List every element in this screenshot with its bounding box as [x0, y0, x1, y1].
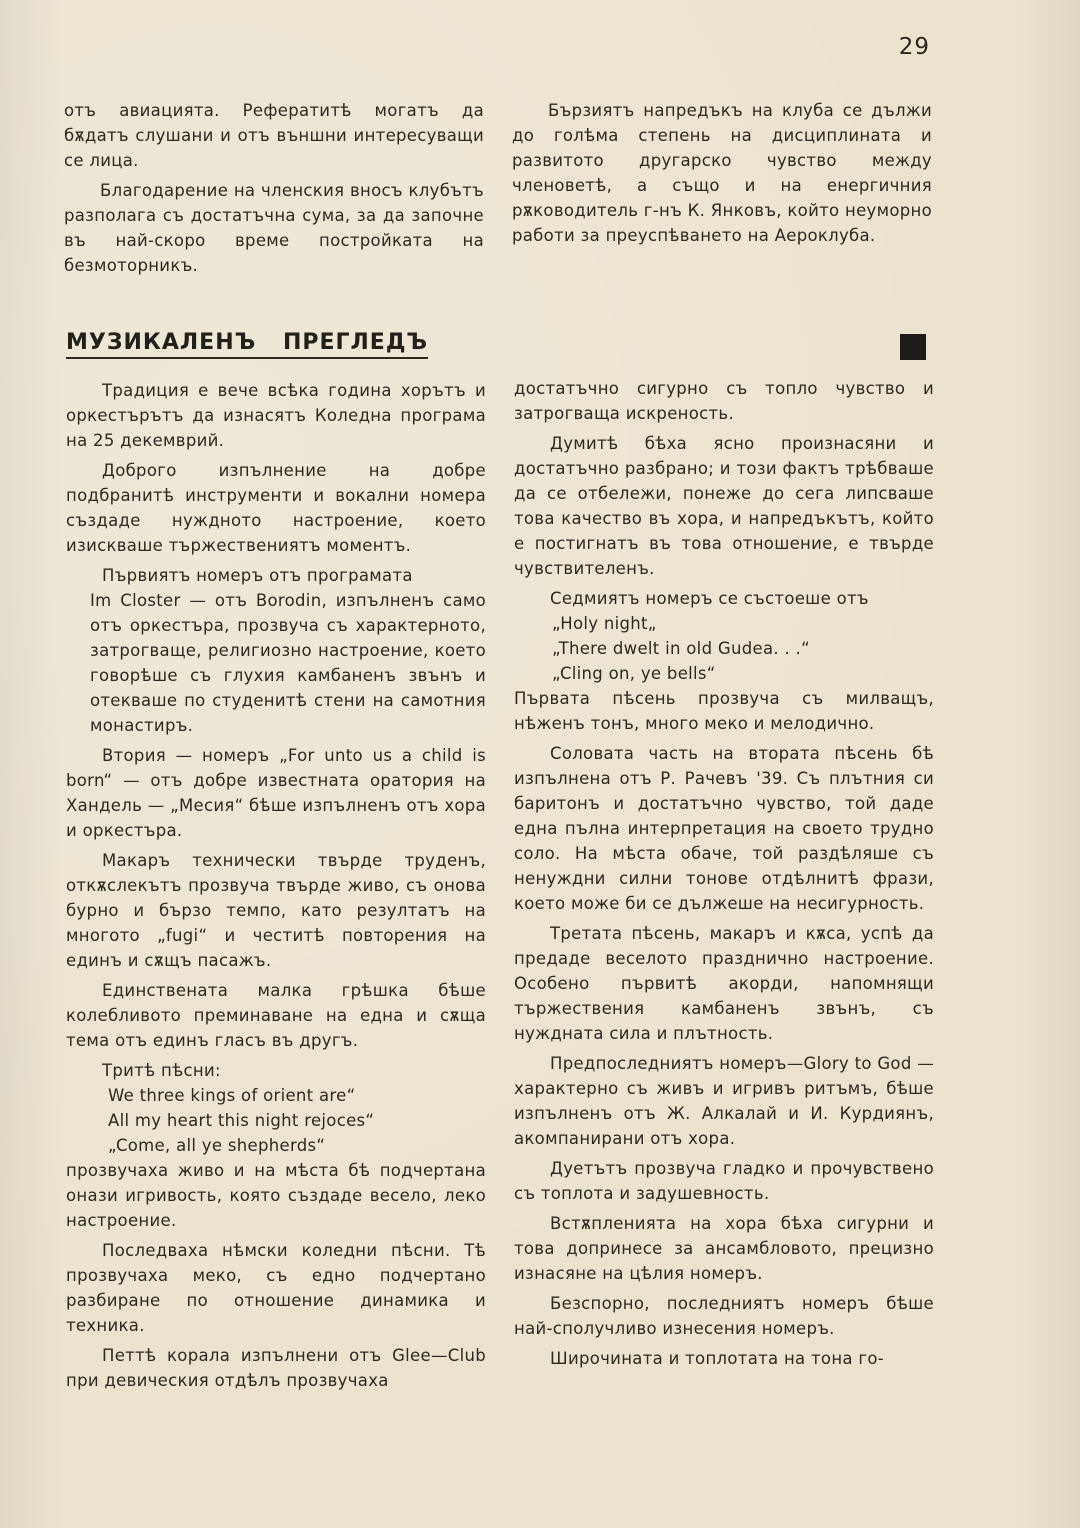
paragraph: Доброго изпълнение на добре подбранитѣ инструменти и вокални номера създаде нуждното настроение, което изискваше тържествениятъ моментъ. [66, 461, 486, 555]
paragraph: Петтѣ корала изпълнени отъ Glee—Club при девическия отдѣлъ прозвучаха [66, 1346, 486, 1390]
top-left-column [64, 98, 484, 283]
paragraph: Първиятъ номеръ отъ програмата [102, 566, 413, 585]
paragraph: Единствената малка грѣшка бѣше колебливото преминаване на една и сѫща тема отъ единъ гласъ въ другъ. [66, 981, 486, 1050]
paragraph: Im Closter — отъ Borodin, изпълненъ само отъ оркестъра, прозвуча съ характерното, затрогваще, религиозно настроение, което говорѣше съ глухия камбаненъ звънъ и отекваше по студенитѣ стени на самотния монастиръ. [90, 591, 486, 735]
paragraph: Първата пѣсень прозвуча съ милващъ, нѣженъ тонъ, много меко и мелодично. [514, 689, 934, 733]
paragraph: достатъчно сигурно съ топло чувство и затрогваща искреность. [514, 379, 934, 423]
song-title: We three kings of orient are“ [108, 1086, 356, 1105]
article-left-column [66, 378, 486, 1398]
song-title: „Holy night„ [552, 614, 657, 633]
paragraph: Седмиятъ номеръ се състоеше отъ [550, 589, 869, 608]
paragraph: Встѫпленията на хора бѣха сигурни и това допринесе за ансамбловото, прецизно изнасяне на цѣлия номеръ. [514, 1214, 934, 1283]
song-title: „Come, all ye shepherds“ [108, 1136, 326, 1155]
song-title: „Cling on, ye bells“ [552, 664, 716, 683]
paragraph: Безспорно, последниятъ номеръ бѣше най-сполучливо изнесения номеръ. [514, 1294, 934, 1338]
black-square-icon [900, 334, 926, 360]
article-right-column [514, 376, 934, 1376]
paragraph: Думитѣ бѣха ясно произнасяни и достатъчно разбрано; и този фактъ трѣбваше да се отбележи, понеже до сега липсваше това качество въ хора, и напредъкътъ, който е постигнатъ въ това отношение, е твърде чувствителенъ. [514, 434, 934, 578]
paragraph: прозвучаха живо и на мѣста бѣ подчертана онази игривость, която създаде весело, леко настроение. [66, 1161, 486, 1230]
paragraph: Третата пѣсень, макаръ и кѫса, успѣ да предаде веселото празднично настроение. Особено първитѣ акорди, напомнящи тържествения камбаненъ звънъ, съ нуждната сила и плътность. [514, 924, 934, 1043]
page-number: 29 [898, 34, 930, 60]
paragraph: Предпоследниятъ номеръ—Glory to God — характерно съ живъ и игривъ ритъмъ, бѣше изпълненъ отъ Ж. Алкалай и И. Курдиянъ, акомпанирани отъ хора. [514, 1054, 934, 1148]
paragraph: Благодарение на членския вносъ клубътъ разполага съ достатъчна сума, за да започне въ най-скоро време постройката на безмоторникъ. [64, 181, 484, 275]
paragraph: отъ авиацията. Рефератитѣ могатъ да бѫдатъ слушани и отъ външни интересуващи се лица. [64, 101, 484, 170]
paragraph: Соловата часть на втората пѣсень бѣ изпълнена отъ Р. Рачевъ '39. Съ плътния си баритонъ и достатъчно чувство, той даде една пълна интерпретация на своето трудно соло. На мѣста обаче, той раздѣляше съ ненуждни силни тонове отдѣлнитѣ фрази, което може би се дължеше на несигурность. [514, 744, 934, 913]
song-title: All my heart this night rejoces“ [108, 1111, 375, 1130]
paragraph: Втория — номеръ „For unto us a child is born“ — отъ добре известната оратория на Хандель — „Месия“ бѣше изпълненъ отъ хора и оркестъра. [66, 746, 486, 840]
paragraph: Широчината и топлотата на тона го- [550, 1349, 884, 1368]
paragraph: Традиция е вече всѣка година хорътъ и оркестърътъ да изнасятъ Коледна програма на 25 декемврий. [66, 381, 486, 450]
paragraph: Бързиятъ напредъкъ на клуба се дължи до голѣма степень на дисциплината и развитото другарско чувство между членоветѣ, а също и на енергичния рѫководитель г-нъ К. Янковъ, който неуморно работи за преуспѣването на Аероклуба. [512, 101, 932, 245]
top-right-column [512, 98, 932, 253]
song-title: „There dwelt in old Gudea. . .“ [552, 639, 810, 658]
paragraph: Макаръ технически твърде труденъ, откѫслекътъ прозвуча твърде живо, съ онова бурно и бързо темпо, като резултатъ на многото „fugi“ и честитѣ повторения на единъ и сѫщъ пасажъ. [66, 851, 486, 970]
paragraph: Тритѣ пѣсни: [102, 1061, 221, 1080]
paragraph: Последваха нѣмски коледни пѣсни. Тѣ прозвучаха меко, съ едно подчертано разбиране по отношение динамика и техника. [66, 1241, 486, 1335]
paragraph: Дуетътъ прозвуча гладко и прочувствено съ топлота и задушевность. [514, 1159, 934, 1203]
article-heading: МУЗИКАЛЕНЪ ПРЕГЛЕДЪ [66, 330, 428, 359]
